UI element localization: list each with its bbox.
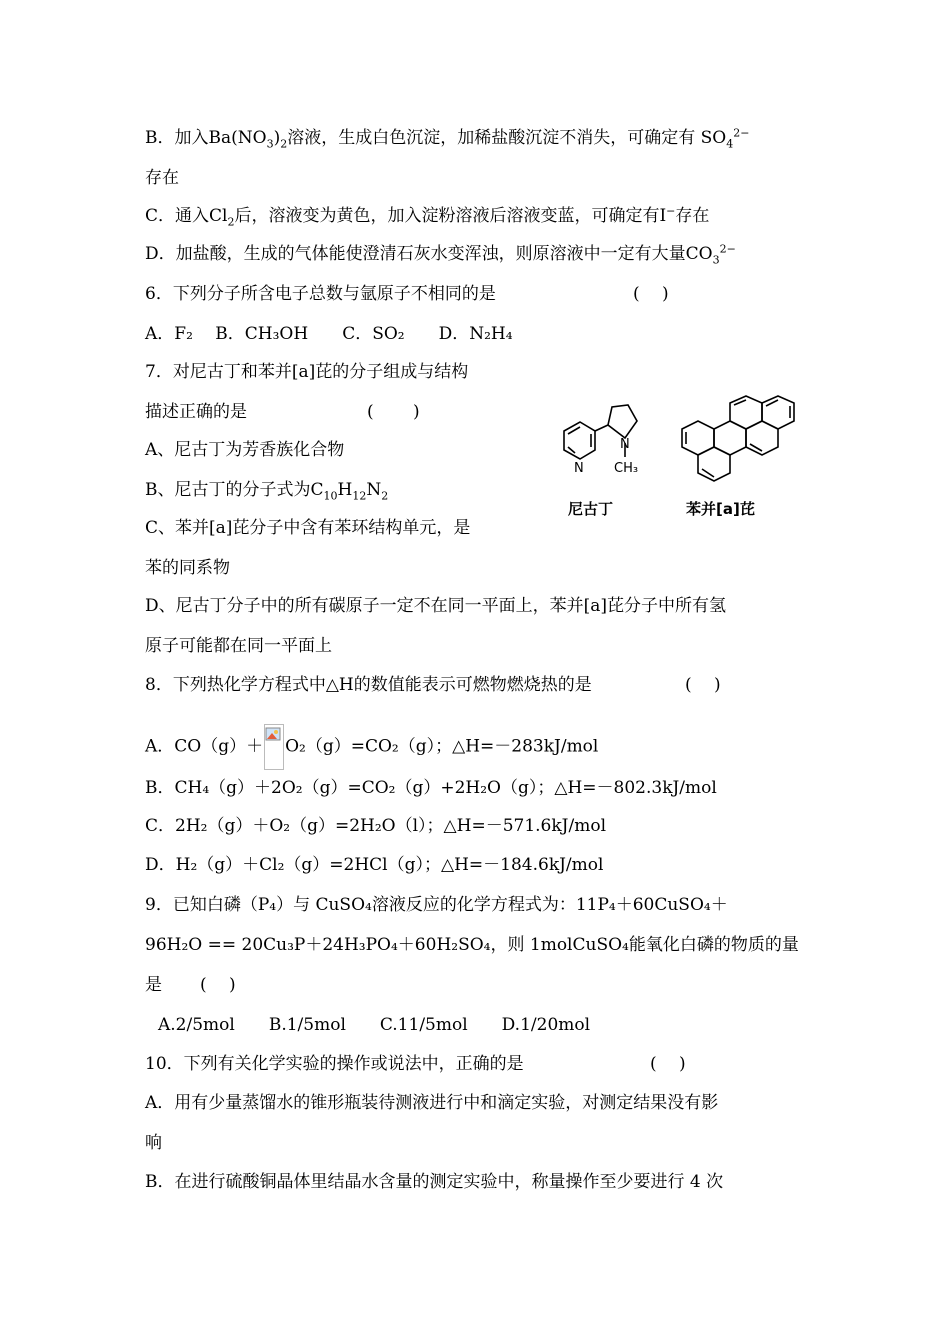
fraction-image-placeholder-icon [264, 724, 284, 770]
q10-option-a-cont: 响 [145, 1133, 162, 1153]
q8-option-b: B．CH₄（g）＋2O₂（g）=CO₂（g）+2H₂O（g）；△H=－802.3kJ/mol [145, 778, 717, 798]
q9-stem-cont: 96H₂O == 20Cu₃P＋24H₃PO₄＋60H₂SO₄，则 1molCuSO₄能氧化白磷的物质的量 [145, 935, 799, 955]
q7-stem: 7．对尼古丁和苯并[a]芘的分子组成与结构 [145, 362, 469, 382]
broken-image-icon [265, 727, 283, 743]
q5-option-c: C．通入$Cl_2$后，溶液变为黄色，加入淀粉溶液后溶液变蓝，可确定有I−存在 [145, 204, 710, 229]
nicotine-pyridine-n: N [574, 461, 584, 476]
q6-options: A．F₂ B．CH₃OH C．SO₂ D．N₂H₄ [145, 324, 513, 344]
q7-option-b: B、尼古丁的分子式为$C_{10}H_{12}N_2$ [145, 480, 389, 503]
q10-blank: ( ) [650, 1054, 686, 1074]
q7-blank: ( ) [367, 402, 420, 422]
q7-option-c-cont: 苯的同系物 [145, 558, 230, 578]
q10-stem: 10．下列有关化学实验的操作或说法中，正确的是 ( ) [145, 1054, 686, 1074]
q5-option-b-cont: 存在 [145, 168, 179, 188]
q5-option-d: D．加盐酸，生成的气体能使澄清石灰水变浑浊，则原溶液中一定有大量$CO_3^{2-}$ [145, 242, 736, 267]
q9-stem: 9．已知白磷（P₄）与 CuSO₄溶液反应的化学方程式为：11P₄＋60CuSO₄＋ [145, 895, 728, 915]
q9-stem-end: 是 ( ) [145, 975, 236, 995]
q7-option-d: D、尼古丁分子中的所有碳原子一定不在同一平面上，苯并[a]芘分子中所有氢 [145, 596, 727, 616]
nicotine-methyl: CH₃ [614, 461, 639, 476]
q8-option-d: D．H₂（g）＋Cl₂（g）=2HCl（g）；△H=－184.6kJ/mol [145, 855, 604, 875]
nicotine-caption: 尼古丁 [568, 500, 614, 518]
q7-option-a: A、尼古丁为芳香族化合物 [145, 440, 345, 460]
q6-stem: 6．下列分子所含电子总数与氩原子不相同的是 ( ) [145, 284, 669, 304]
q8-option-a: A．CO（g）＋ O₂（g）=CO₂（g）；△H=－283kJ/mol [145, 724, 598, 770]
q7-option-c: C、苯并[a]芘分子中含有苯环结构单元，是 [145, 518, 471, 538]
q8-option-c: C．2H₂（g）＋O₂（g）=2H₂O（l）；△H=－571.6kJ/mol [145, 816, 607, 836]
q9-options: A.2/5mol B.1/5mol C.11/5mol D.1/20mol [158, 1015, 591, 1035]
q7-option-d-cont: 原子可能都在同一平面上 [145, 636, 332, 656]
q5-option-b: B．加入$Ba(NO_3)_2$溶液，生成白色沉淀，加稀盐酸沉淀不消失，可确定有 $SO_4^{2-}$ [145, 126, 750, 151]
molecule-figure [540, 395, 810, 530]
q8-blank: ( ) [685, 675, 721, 695]
q10-option-a: A．用有少量蒸馏水的锥形瓶装待测液进行中和滴定实验，对测定结果没有影 [145, 1093, 719, 1113]
benzopyrene-caption: 苯并[a]芘 [686, 500, 755, 518]
nicotine-pyrrolidine-n: N [620, 437, 630, 452]
q7-stem-cont: 描述正确的是 ( ) [145, 402, 420, 422]
q6-blank: ( ) [633, 284, 669, 304]
q9-blank: ( ) [200, 975, 236, 995]
q10-option-b: B．在进行硫酸铜晶体里结晶水含量的测定实验中，称量操作至少要进行 4 次 [145, 1172, 724, 1192]
q8-stem: 8．下列热化学方程式中△H的数值能表示可燃物燃烧热的是 ( ) [145, 675, 721, 695]
